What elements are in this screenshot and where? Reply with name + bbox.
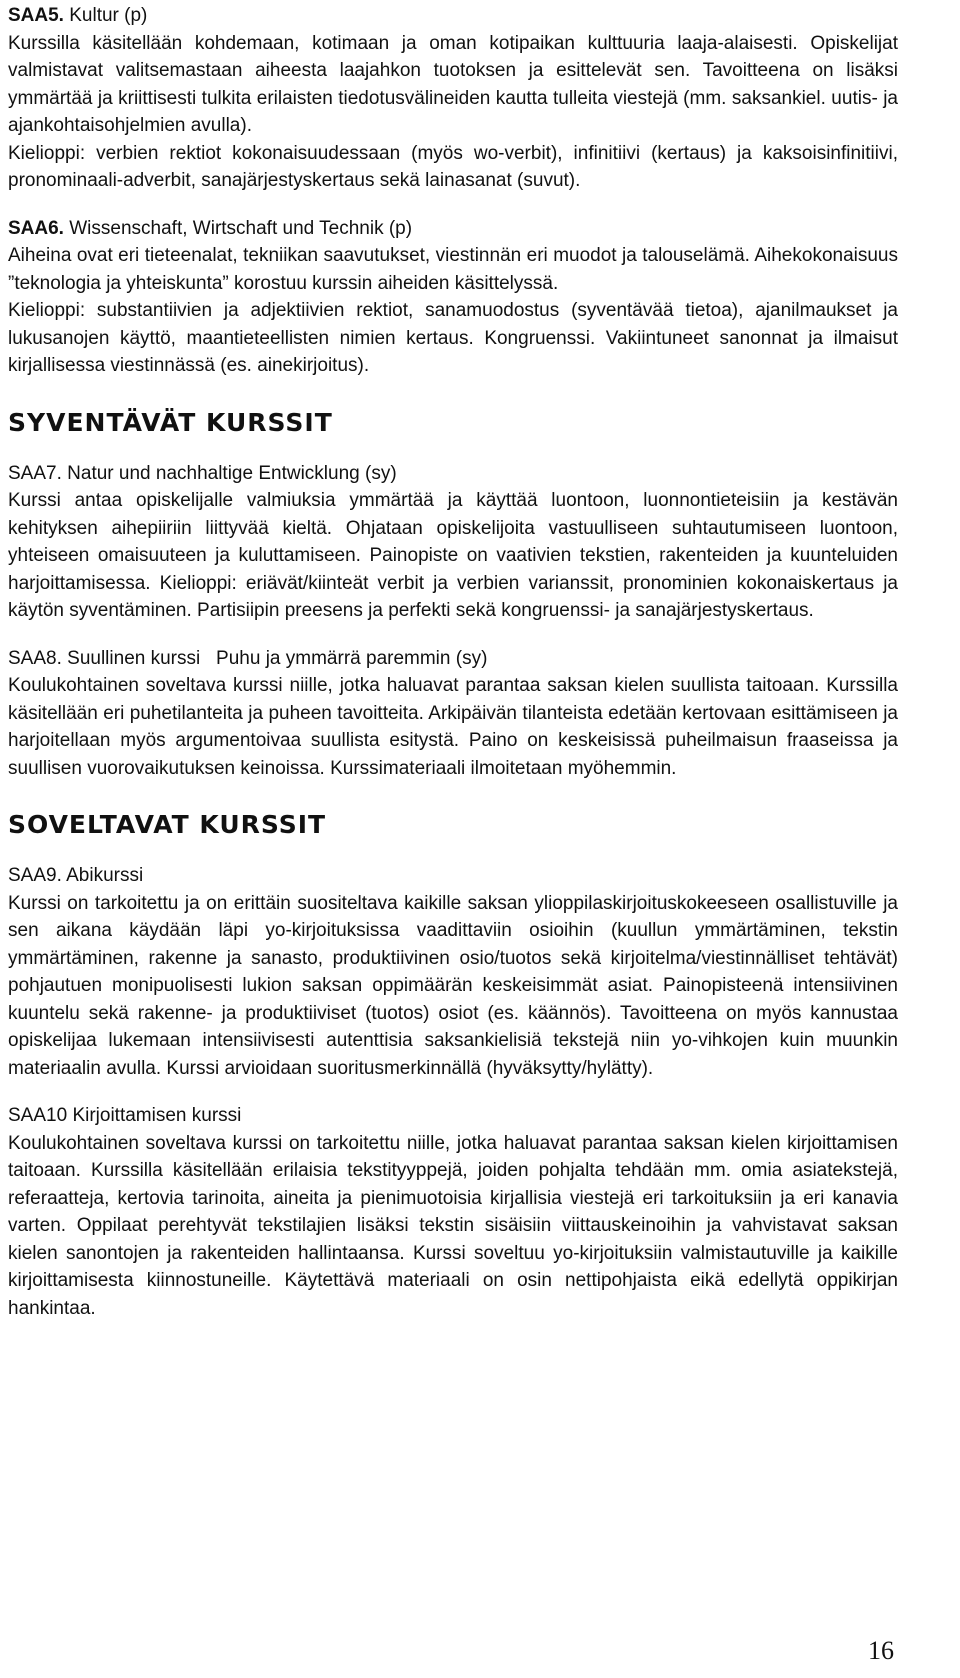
course-saa6 bbox=[8, 215, 898, 380]
course-code: SAA8. bbox=[8, 647, 62, 669]
course-saa5 bbox=[8, 2, 898, 195]
course-description: Aiheina ovat eri tieteenalat, tekniikan saavutukset, viestinnän eri muodot ja talouselämä. Aihekokonaisuus ”teknologia ja yhteiskunta” korostuu kurssin aiheiden käsittelyssä. bbox=[8, 245, 898, 294]
course-grammar: Kielioppi: verbien rektiot kokonaisuudessaan (myös wo-verbit), infinitiivi (kertaus) ja kaksoisinfinitiivi, pronominaali-adverbit, sanajärjestyskertaus sekä lainasanat (suvut). bbox=[8, 142, 898, 191]
course-code: SAA9. bbox=[8, 865, 62, 886]
course-title: Kultur (p) bbox=[69, 5, 148, 26]
course-title: Natur und nachhaltige Entwicklung (sy) bbox=[67, 462, 397, 484]
course-title: Wissenschaft, Wirtschaft und Technik (p) bbox=[69, 217, 413, 239]
course-heading bbox=[8, 215, 898, 243]
course-saa7 bbox=[8, 460, 898, 625]
course-code: SAA6. bbox=[8, 217, 64, 239]
course-saa9 bbox=[8, 862, 898, 1082]
course-title: Abikurssi bbox=[66, 865, 144, 886]
course-title: Kirjoittamisen kurssi bbox=[72, 1105, 242, 1126]
page-number: 16 bbox=[868, 1636, 894, 1665]
course-description: Kurssi antaa opiskelijalle valmiuksia ymmärtää ja käyttää luontoon, luonnontieteisiin ja kestävän kehityksen aihepiiriin liittyvää kieltä. Ohjataan opiskelijoita vastuulliseen suhtautumiseen luontoon, yhteiseen omaisuuteen ja kuluttamiseen. Painopiste on vaativien tekstien, rakenteiden ja kuunteluiden harjoittamisessa. Kielioppi: eriävät/kiinteät verbit ja verbien varianssit, pronominien kokonaiskertaus ja käytön syventäminen. Partisiipin preesens ja perfekti sekä kongruenssi- ja sanajärjestyskertaus. bbox=[8, 490, 898, 621]
course-title: Suullinen kurssi Puhu ja ymmärrä paremmin (sy) bbox=[67, 647, 488, 669]
course-saa10 bbox=[8, 1102, 898, 1322]
course-heading bbox=[8, 862, 898, 890]
course-saa8 bbox=[8, 645, 898, 783]
course-heading bbox=[8, 1102, 898, 1130]
page-content bbox=[8, 2, 898, 1322]
category-heading-applied: SOVELTAVAT KURSSIT bbox=[8, 810, 327, 839]
course-heading bbox=[8, 2, 898, 30]
category-heading-deepening: SYVENTÄVÄT KURSSIT bbox=[8, 407, 333, 437]
course-code: SAA5. bbox=[8, 5, 64, 26]
course-description: Kurssi on tarkoitettu ja on erittäin suositeltava kaikille saksan ylioppilaskirjoituskokeeseen osallistuville ja sen aikana käydään läpi yo-kirjoituksissa vaadittaviin osioihin (kuullun ymmärtäminen, tekstin ymmärtäminen, rakenne ja sanasto, produktiivinen osio/tuotos sekä kirjoitelma/viestinnälliset tehtävät) pohjautuen monipuolisesti lukion saksan oppimäärän keskeisimmät asiat. Painopisteenä intensiivinen kuuntelu sekä rakenne- ja produktiiviset (tuotos) osiot (es. käännös). Tavoitteena on myös kannustaa opiskelijaa lukemaan intensiivisesti autenttisia saksankielisiä tekstejä niin yo-vihkojen kuin muunkin materiaalin avulla. Kurssi arvioidaan suoritusmerkinnällä (hyväksytty/hylätty). bbox=[8, 892, 898, 1079]
course-description: Koulukohtainen soveltava kurssi niille, jotka haluavat parantaa saksan kielen suullista taitoaan. Kurssilla käsitellään eri puhetilanteita ja puheen tavoitteita. Arkipäivän tilanteista edetään kertovaan esittämiseen ja harjoitellaan myös argumentoivaa suullista esitystä. Paino on keskeisissä puheilmaisun fraaseissa ja suullisen vuorovaikutuksen keinoissa. Kurssimateriaali ilmoitetaan myöhemmin. bbox=[8, 675, 898, 779]
course-code: SAA7. bbox=[8, 462, 62, 484]
course-heading bbox=[8, 645, 898, 673]
course-code: SAA10 bbox=[8, 1105, 68, 1126]
course-heading bbox=[8, 460, 898, 488]
course-grammar: Kielioppi: substantiivien ja adjektiivien rektiot, sanamuodostus (syventävää tietoa), ajanilmaukset ja lukusanojen käyttö, maantieteellisten nimien kertaus. Kongruenssi. Vakiintuneet sanonnat ja ilmaisut kirjallisessa viestinnässä (es. ainekirjoitus). bbox=[8, 300, 898, 376]
course-description: Koulukohtainen soveltava kurssi on tarkoitettu niille, jotka haluavat parantaa saksan kielen kirjoittamisen taitoaan. Kurssilla käsitellään erilaisia tekstityyppejä, joiden pohjalta tehdään mm. omia asiatekstejä, referaatteja, kertovia tarinoita, aineita ja pienimuotoisia kirjallisia viestejä eri tarkoituksiin ja eri kanavia varten. Oppilaat perehtyvät tekstilajien lisäksi tekstin sisäisiin viittauskeinoihin ja vahvistavat saksan kielen sanontojen ja rakenteiden hallintaansa. Kurssi soveltuu yo-kirjoituksiin valmistautuville ja kaikille kirjoittamisesta kiinnostuneille. Käytettävä materiaali on osin nettipohjaista eikä edellytä oppikirjan hankintaa. bbox=[8, 1132, 898, 1319]
course-description: Kurssilla käsitellään kohdemaan, kotimaan ja oman kotipaikan kulttuuria laaja-alaisesti. Opiskelijat valmistavat valitsemastaan aiheesta laajahkon tuotoksen ja esittelevät sen. Tavoitteena on lisäksi ymmärtää ja kriittisesti tulkita erilaisten tiedotusvälineiden kautta tulleita viestejä (mm. saksankiel. uutis- ja ajankohtaisohjelmien avulla). bbox=[8, 32, 898, 136]
